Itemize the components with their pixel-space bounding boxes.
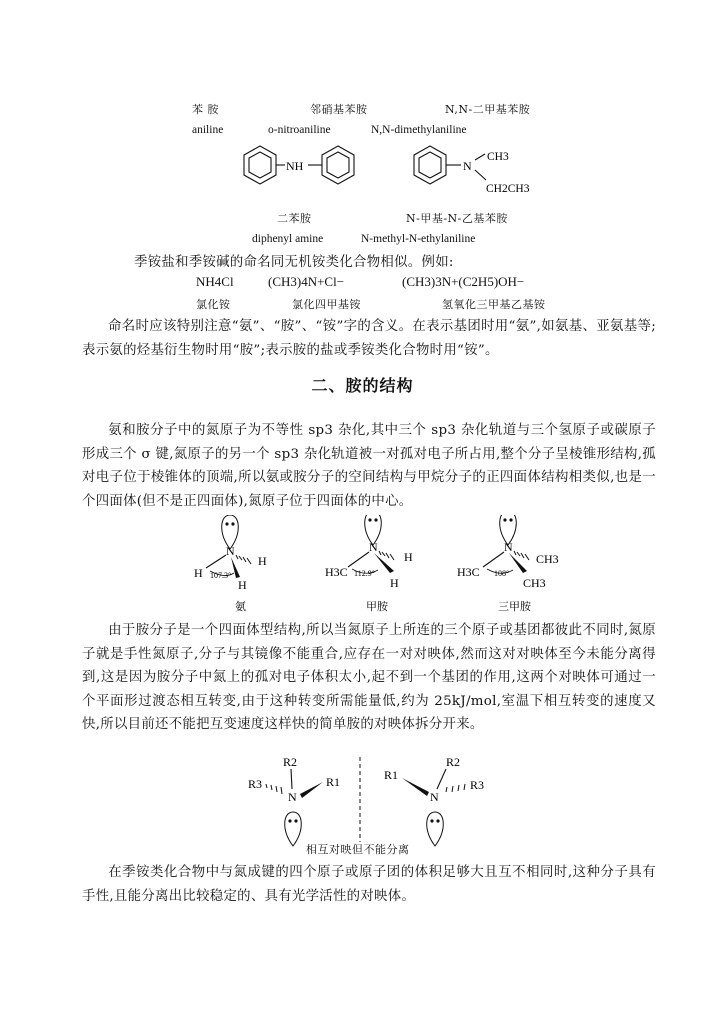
r3-right: R3 [470,778,485,792]
n-atom: N [430,790,439,804]
trimethylamine-pyramid [457,515,559,613]
n-atom: N [369,540,378,554]
n-atom: N [504,540,513,554]
formula-trimethylethylammonium-hydroxide: (CH3)3N+(C2H5)OH− [402,274,525,289]
sub-ch3-right: CH3 [536,552,559,566]
sub-ch3-bottom: CH3 [523,576,546,590]
diphenylamine-cn: 二苯胺 [277,212,312,225]
bond [475,154,485,160]
name-trimethylethylammonium-hydroxide: 氢氧化三甲基乙基铵 [442,298,546,311]
benzene-ring-third-inner [419,152,441,178]
r2-right: R2 [446,755,461,769]
bond [475,170,486,180]
benzene-ring-right-inner [327,152,349,178]
name-aniline-en: aniline [192,124,224,136]
bond-angle: 108° [494,569,510,578]
methylethylaniline-en: N-methyl-N-ethylaniline [361,233,476,245]
amine-pyramids-figure [180,515,580,620]
n-atom: N [288,790,297,804]
naming-note-paragraph: 命名时应该特别注意“氨”、“胺”、“铵”字的含义。在表示基团时用“氨”,如氨基、亚氨基等;表示氨的烃基衍生物时用“胺”;表示胺的盐或季铵类化合物时用“铵”。 [82,319,656,358]
ch2ch3-label: CH2CH3 [486,183,530,195]
r2-left: R2 [283,755,298,769]
sub-h-left: H [194,566,203,580]
name-nitroaniline-en: o-nitroaniline [268,124,331,136]
enantiomer-right [384,755,484,846]
name-ammonium-chloride: 氯化铵 [196,298,231,311]
name-dimethylaniline-cn: N,N-二甲基苯胺 [445,103,531,116]
diphenylamine-en: diphenyl amine [252,233,324,245]
pyramid-name: 甲胺 [366,600,388,613]
amine-structures-figure [0,0,725,215]
pyramid-name: 氨 [235,600,246,613]
name-dimethylaniline-en: N,N-dimethylaniline [371,124,467,136]
sub-h-bottom: H [238,578,247,592]
formula-tetramethylammonium-chloride: (CH3)4N+Cl− [268,274,345,289]
sub-h-right: H [404,550,413,564]
ch3-label: CH3 [487,151,509,163]
pyramid-name: 三甲胺 [498,600,531,613]
enantiomer-left [248,755,340,846]
bond-angle: 112.9° [354,569,375,578]
enantiomer-caption: 相互对映但不能分离 [306,843,410,856]
name-nitroaniline-cn: 邻硝基苯胺 [310,103,368,116]
name-tetramethylammonium-chloride: 氯化四甲基铵 [292,298,361,311]
name-aniline-cn: 苯 胺 [192,103,219,116]
quaternary-intro-paragraph: 季铵盐和季铵碱的命名同无机铵类化合物相似。例如: [134,255,454,270]
r1-left: R1 [326,775,341,789]
sub-h-bottom: H [390,576,399,590]
bond-angle: 107.3° [210,571,232,580]
benzene-ring-left-inner [249,152,271,178]
n-label: N [463,159,472,173]
n-atom: N [226,544,235,558]
structure-paragraph: 氨和胺分子中的氮原子为不等性 sp3 杂化,其中三个 sp3 杂化轨道与三个氢原子或碳原子形成三个 σ 键,氮原子的另一个 sp3 杂化轨道被一对孤对电子所占用,整个分子呈棱锥形结构,孤对电子位于棱锥体的顶端,所以氨或胺分子的空间结构与甲烷分子的正四面体结构相类似,也是一个四面体(但不是正四面体),氮原子位于四面体的中心。 [82,423,656,509]
sub-h3c: H3C [325,565,348,579]
r3-left: R3 [248,777,263,791]
section-title: 二、胺的结构 [311,376,414,395]
sub-h-right: H [258,554,267,568]
sub-h3c: H3C [457,565,480,579]
chirality-paragraph: 由于胺分子是一个四面体型结构,所以当氮原子上所连的三个原子或基团都彼此不同时,氮原子就是手性氮原子,分子与其镜像不能重合,应存在一对对映体,然而这对对映体至今未能分离得到,这是因为胺分子中氮上的孤对电子体积太小,起不到一个基团的作用,这两个对映体可通过一个平面形过渡态相互转变,由于这种转变所需能量低,约为 25kJ/mol,室温下相互转变的速度又快,所以目前还不能把互变速度这样快的简单胺的对映体拆分开来。 [82,623,656,732]
ammonia-pyramid [194,515,267,613]
formula-nh4cl: NH4Cl [196,274,234,289]
methylethylaniline-cn: N-甲基-N-乙基苯胺 [406,212,508,225]
methylamine-pyramid [325,515,413,613]
r1-right: R1 [384,768,399,782]
nh-label: NH [286,159,304,173]
final-paragraph: 在季铵类化合物中与氮成键的四个原子或原子团的体积足够大且互不相同时,这种分子具有手性,且能分离出比较稳定的、具有光学活性的对映体。 [82,865,656,904]
